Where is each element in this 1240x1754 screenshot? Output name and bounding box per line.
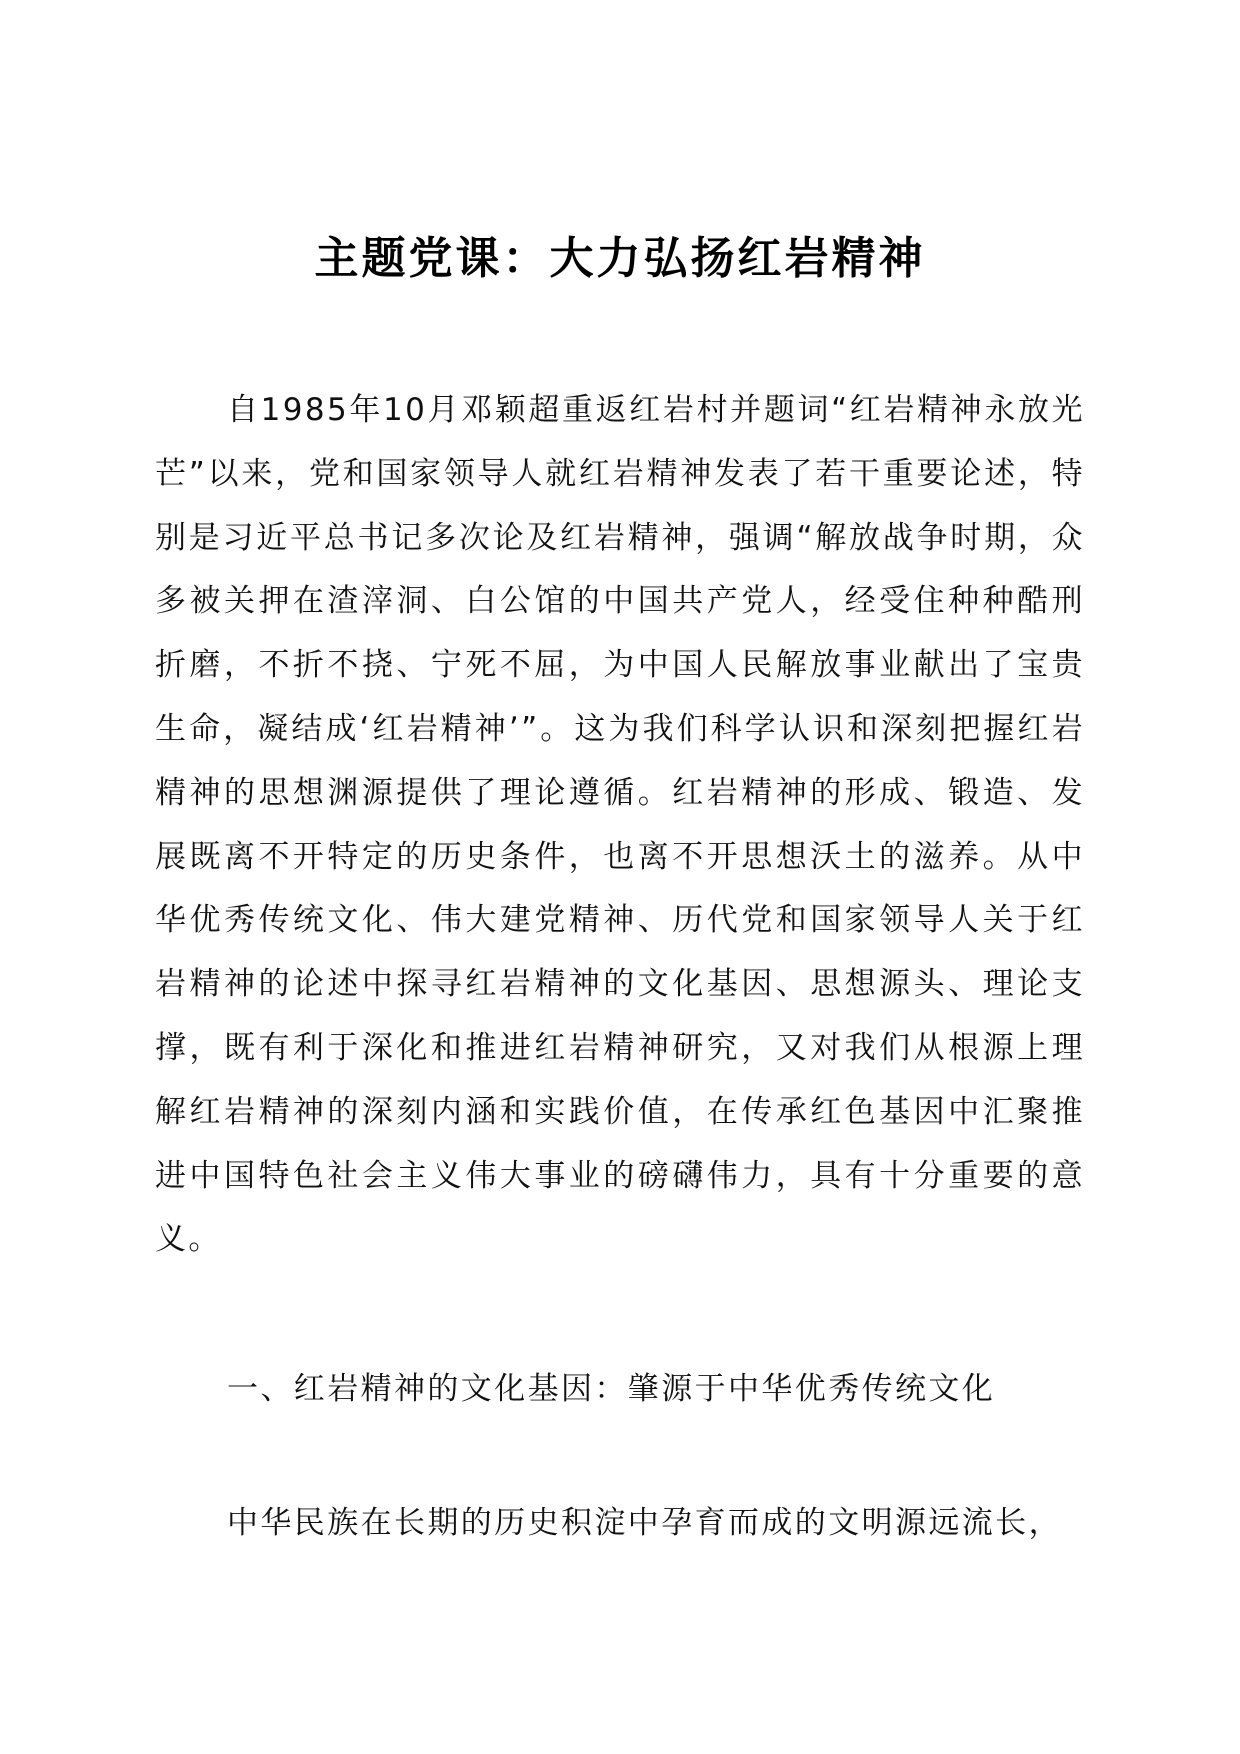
intro-paragraph: 自1985年10月邓颖超重返红岩村并题词“红岩精神永放光芒”以来，党和国家领导人就红岩精神发表了若干重要论述，特别是习近平总书记多次论及红岩精神，强调“解放战争时期，众多被关押在渣滓洞、白公馆的中国共产党人，经受住种种酷刑折磨，不折不挠、宁死不屈，为中国人民解放事业献出了宝贵生命，凝结成‘红岩精神’”。这为我们科学认识和深刻把握红岩精神的思想渊源提供了理论遵循。红岩精神的形成、锻造、发展既离不开特定的历史条件，也离不开思想沃土的滋养。从中华优秀传统文化、伟大建党精神、历代党和国家领导人关于红岩精神的论述中探寻红岩精神的文化基因、思想源头、理论支撑，既有利于深化和推进红岩精神研究，又对我们从根源上理解红岩精神的深刻内涵和实践价值，在传承红色基因中汇聚推进中国特色社会主义伟大事业的磅礴伟力，具有十分重要的意义。 <box>155 392 1085 1258</box>
section-1-paragraph: 中华民族在长期的历史积淀中孕育而成的文明源远流长， <box>227 1505 1062 1541</box>
section-heading-1: 一、红岩精神的文化基因：肇源于中华优秀传统文化 <box>227 1371 996 1407</box>
document-title: 主题党课：大力弘扬红岩精神 <box>314 233 926 284</box>
